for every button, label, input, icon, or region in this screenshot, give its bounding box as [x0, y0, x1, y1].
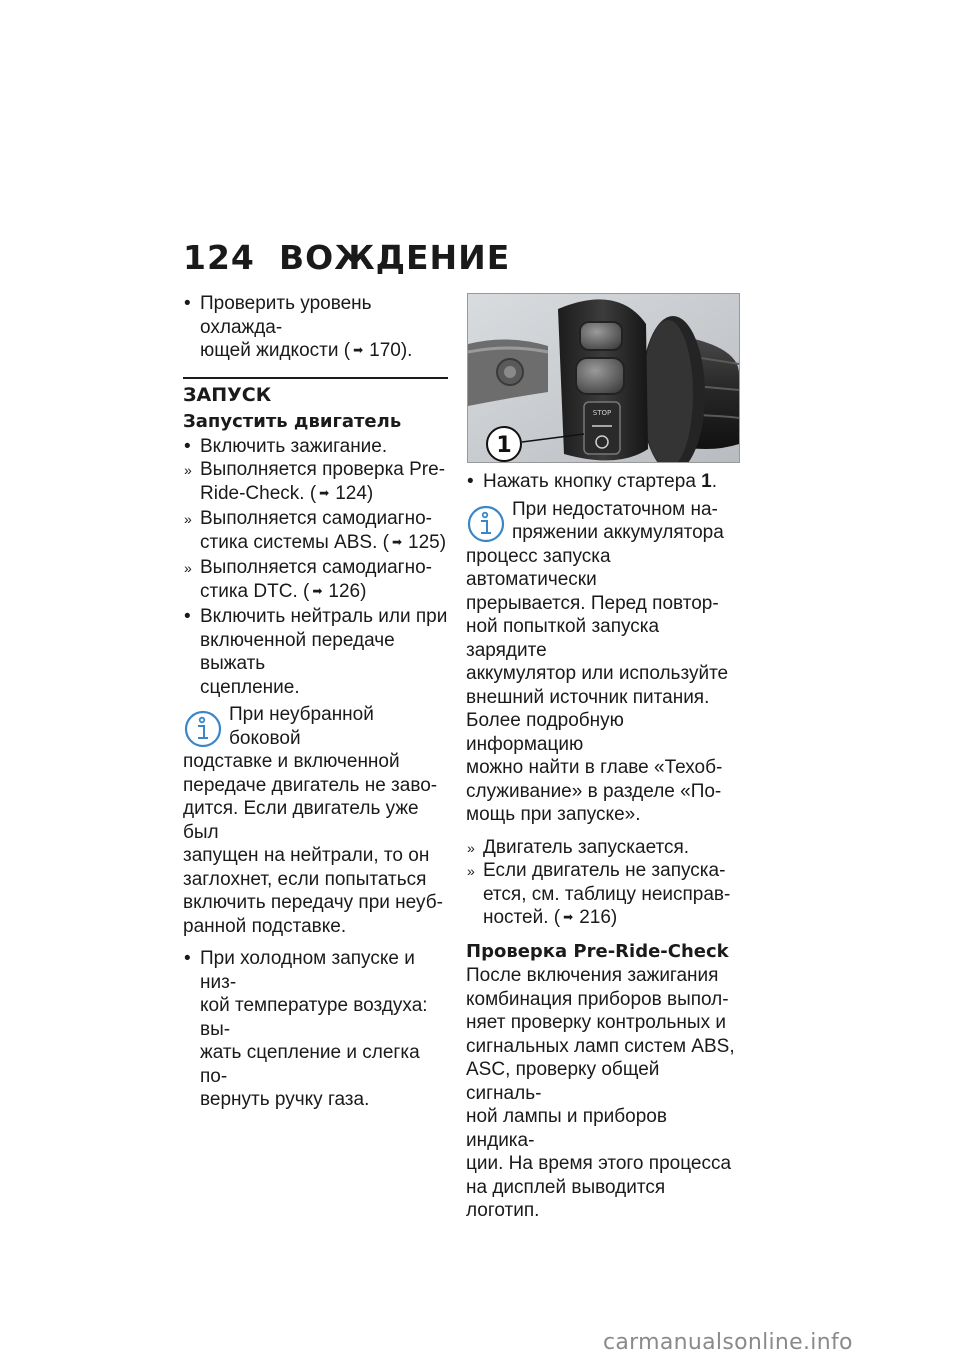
section-divider	[183, 377, 448, 379]
page-ref-link[interactable]: 124)	[335, 482, 374, 504]
result-item-abs: » Выполняется самодиагно- стика системы ABS. ( ➡ 125)	[184, 508, 447, 553]
info-note-battery: При недостаточном на- пряжении аккумулятора процесс запуска автоматически прерывается. Перед повтор- ной попыткой запуска зарядите аккумулятор или используйте внешний источник питания. Более подробную информацию можно найти в главе «Техоб- служивание» в разделе «По- мощь при запуске».	[466, 498, 729, 825]
info-icon	[466, 504, 506, 544]
page-ref-arrow-icon: ➡	[353, 343, 364, 357]
list-item-neutral: • Включить нейтраль или при включенной передаче выжать сцепление.	[184, 606, 448, 698]
bullet-marker: •	[184, 293, 191, 314]
left-column	[183, 292, 448, 1112]
bullet-marker: •	[184, 435, 191, 457]
result-item-not-starting: » Если двигатель не запуска- ется, см. таблицу неисправ- ностей. ( ➡ 216)	[467, 860, 731, 928]
page-ref-arrow-icon: ➡	[312, 583, 323, 598]
page-header	[183, 238, 510, 277]
handlebar-switch-illustration	[468, 294, 739, 462]
result-item-engine-starts: » Двигатель запускается.	[466, 836, 738, 860]
page-number: 124	[183, 238, 255, 277]
page-ref-arrow-icon: ➡	[319, 485, 330, 500]
page-ref-arrow-icon: ➡	[391, 534, 403, 549]
result-item-dtc: » Выполняется самодиагно- стика DTC. ( ➡ 126)	[184, 557, 432, 602]
list-item-cold-start: • При холодном запуске и низ- кой температуре воздуха: вы- жать сцепление и слегка по- вернуть ручку газа.	[184, 948, 428, 1110]
section-title: ЗАПУСК	[183, 383, 272, 406]
bullet-marker: •	[467, 471, 474, 492]
result-marker: »	[184, 560, 192, 576]
info-note-sidestand: При неубранной боковой подставке и включенной передаче двигатель не заво- дится. Если двигатель уже был запущен на нейтрали, то он заглохнет, если попытаться включить передачу при неуб- ранной подставке.	[183, 704, 443, 937]
page-ref-link[interactable]: 216)	[579, 907, 618, 928]
bullet-marker: •	[184, 606, 191, 627]
page-ref-link[interactable]: 126)	[328, 580, 367, 602]
page-ref-link[interactable]: 170).	[369, 340, 413, 361]
list-item-press-starter: • Нажать кнопку стартера 1.	[467, 471, 718, 492]
result-marker: »	[184, 511, 192, 527]
subsection-title-pre-ride-check: Проверка Pre-Ride-Check	[466, 940, 729, 962]
list-item-check-coolant: • Проверить уровень охлажда- ющей жидкости ( ➡ 170).	[184, 293, 413, 361]
stop-label: STOP	[592, 409, 612, 417]
result-marker: »	[184, 462, 192, 478]
page-ref-arrow-icon: ➡	[563, 910, 574, 924]
page-title: ВОЖДЕНИЕ	[279, 238, 511, 277]
watermark: carmanualsonline.info	[603, 1330, 853, 1355]
right-column	[466, 470, 738, 1223]
info-icon	[183, 709, 223, 749]
bullet-marker: •	[184, 948, 191, 969]
callout-number: 1	[496, 433, 512, 458]
pre-ride-check-paragraph: После включения зажигания комбинация приборов выпол- няет проверку контрольных и сигнальных ламп систем ABS, ASC, проверку общей сигналь- ной лампы и приборов индика- ции. На время этого процесса на дисплей выводится логотип.	[466, 965, 735, 1221]
result-marker: »	[467, 839, 475, 856]
list-item-ignition: • Включить зажигание.	[184, 435, 388, 457]
result-marker: »	[467, 863, 475, 879]
subsection-title: Запустить двигатель	[183, 411, 402, 432]
result-item-pre-ride: » Выполняется проверка Pre- Ride-Check. ( ➡ 124)	[184, 459, 446, 504]
handlebar-switch-photo	[467, 293, 740, 463]
page-ref-link[interactable]: 125)	[408, 531, 447, 553]
